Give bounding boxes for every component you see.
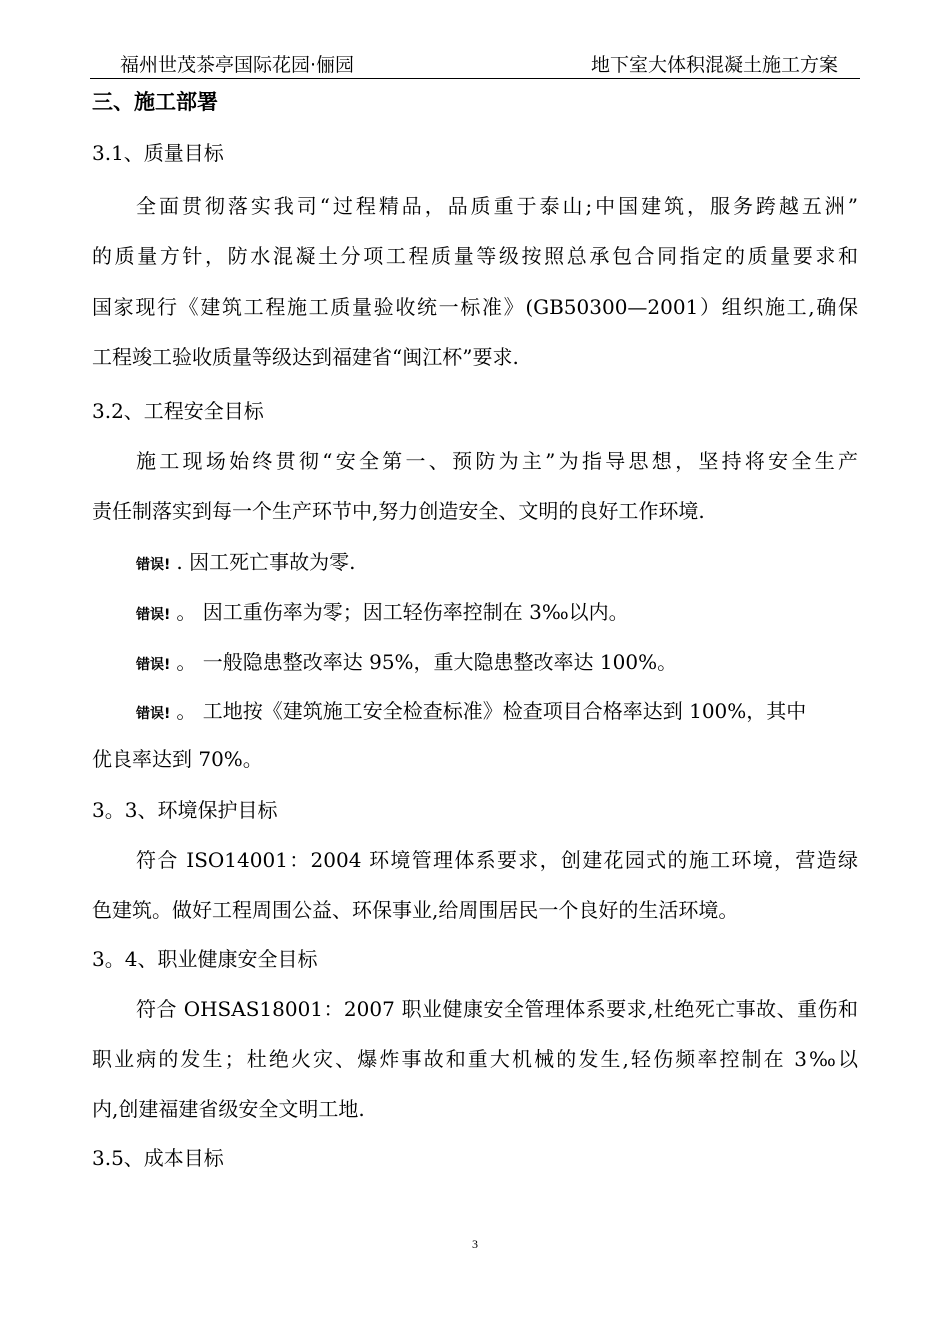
safety-item-text: 。 工地按《建筑施工安全检查标准》检查项目合格率达到 100%，其中 <box>176 699 807 723</box>
paragraph-line: 符合 ISO14001：2004 环境管理体系要求，创建花园式的施工环境，营造绿 <box>136 848 858 872</box>
heading-3-4: 3。4、职业健康安全目标 <box>92 947 318 971</box>
heading-3-2: 3.2、工程安全目标 <box>92 399 264 423</box>
error-field-label: 错误! <box>136 706 171 722</box>
safety-item-text: 。 一般隐患整改率达 95%，重大隐患整改率达 100%。 <box>176 650 678 674</box>
paragraph-line: 国家现行《建筑工程施工质量验收统一标准》(GB50300—2001）组织施工,确保 <box>92 295 858 319</box>
section-title: 三、施工部署 <box>92 90 218 114</box>
paragraph-line: 优良率达到 70%。 <box>92 747 263 771</box>
safety-item-text: 。 因工重伤率为零；因工轻伤率控制在 3‰以内。 <box>176 600 629 624</box>
error-field-label: 错误! <box>136 557 171 573</box>
safety-item <box>136 649 858 678</box>
page-number: 3 <box>472 1237 478 1251</box>
safety-item-text: . 因工死亡事故为零. <box>176 550 356 574</box>
paragraph-line: 的质量方针，防水混凝土分项工程质量等级按照总承包合同指定的质量要求和 <box>92 244 858 268</box>
heading-3-3: 3。3、环境保护目标 <box>92 798 278 822</box>
header-document-title: 地下室大体积混凝土施工方案 <box>590 54 838 76</box>
safety-item <box>136 549 858 578</box>
error-field-label: 错误! <box>136 657 171 673</box>
paragraph-line: 全面贯彻落实我司“过程精品，品质重于泰山;中国建筑，服务跨越五洲” <box>136 194 858 218</box>
paragraph-line: 职业病的发生；杜绝火灾、爆炸事故和重大机械的发生,轻伤频率控制在 3‰以 <box>92 1047 858 1071</box>
safety-item <box>136 599 858 628</box>
paragraph-line: 责任制落实到每一个生产环节中,努力创造安全、文明的良好工作环境. <box>92 499 705 523</box>
paragraph-line: 施工现场始终贯彻“安全第一、预防为主”为指导思想，坚持将安全生产 <box>136 449 858 473</box>
safety-item <box>136 698 858 727</box>
heading-3-1: 3.1、质量目标 <box>92 141 224 165</box>
paragraph-line: 工程竣工验收质量等级达到福建省“闽江杯”要求. <box>92 345 519 369</box>
paragraph-line: 符合 OHSAS18001：2007 职业健康安全管理体系要求,杜绝死亡事故、重伤和 <box>136 997 858 1021</box>
paragraph-line: 色建筑。做好工程周围公益、环保事业,给周围居民一个良好的生活环境。 <box>92 898 739 922</box>
paragraph-line: 内,创建福建省级安全文明工地. <box>92 1097 365 1121</box>
header-rule <box>90 78 860 79</box>
error-field-label: 错误! <box>136 607 171 623</box>
heading-3-5: 3.5、成本目标 <box>92 1146 224 1170</box>
header-project-name: 福州世茂茶亭国际花园·俪园 <box>120 54 355 76</box>
